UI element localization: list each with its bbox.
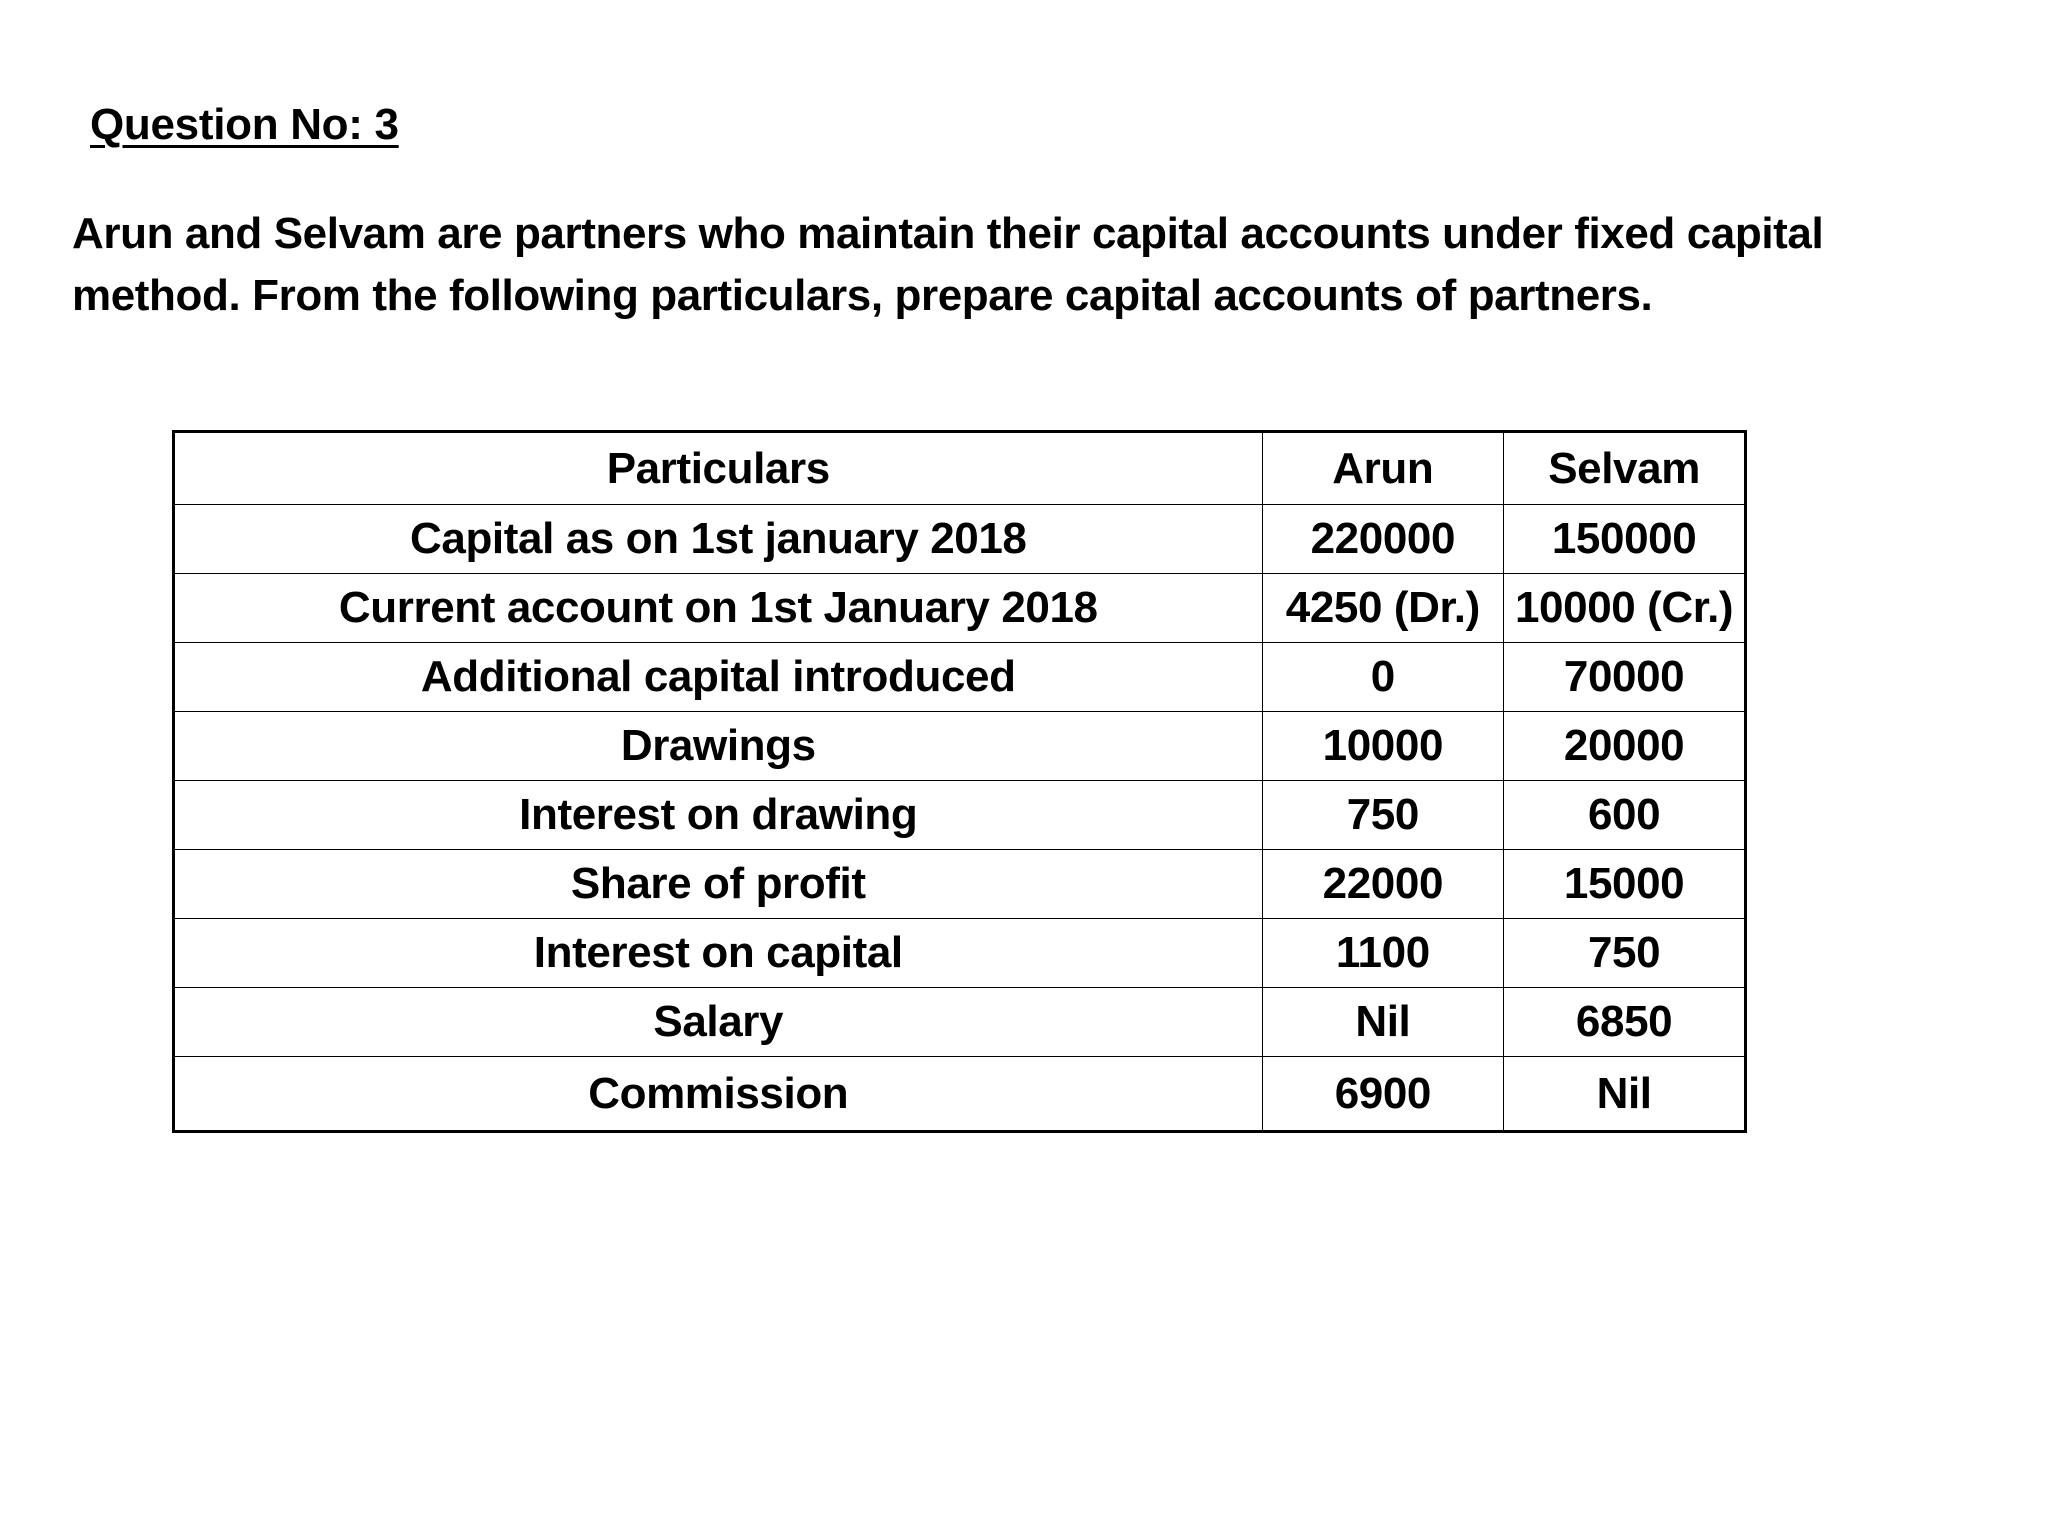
particular-cell: Current account on 1st January 2018 [174, 574, 1263, 643]
table-row [174, 988, 1746, 1057]
table-row [174, 781, 1746, 850]
arun-cell: 10000 [1262, 712, 1504, 781]
question-text [72, 203, 1972, 327]
selvam-cell: 70000 [1504, 643, 1746, 712]
header-selvam: Selvam [1504, 432, 1746, 505]
header-particulars: Particulars [174, 432, 1263, 505]
particular-cell: Drawings [174, 712, 1263, 781]
arun-cell: Nil [1262, 988, 1504, 1057]
header-arun: Arun [1262, 432, 1504, 505]
selvam-cell: 20000 [1504, 712, 1746, 781]
selvam-cell: 6850 [1504, 988, 1746, 1057]
particular-cell: Commission [174, 1057, 1263, 1132]
particulars-table [172, 430, 1747, 1133]
selvam-cell: 150000 [1504, 505, 1746, 574]
table-header-row [174, 432, 1746, 505]
table-row [174, 643, 1746, 712]
arun-cell: 220000 [1262, 505, 1504, 574]
particular-cell: Salary [174, 988, 1263, 1057]
selvam-cell: Nil [1504, 1057, 1746, 1132]
arun-cell: 750 [1262, 781, 1504, 850]
particular-cell: Additional capital introduced [174, 643, 1263, 712]
table-row [174, 574, 1746, 643]
particular-cell: Capital as on 1st january 2018 [174, 505, 1263, 574]
arun-cell: 6900 [1262, 1057, 1504, 1132]
particular-cell: Interest on drawing [174, 781, 1263, 850]
table-row [174, 919, 1746, 988]
selvam-cell: 750 [1504, 919, 1746, 988]
selvam-cell: 10000 (Cr.) [1504, 574, 1746, 643]
question-text-line-1: Arun and Selvam are partners who maintain their capital accounts under fixed capital [72, 209, 1824, 258]
table-row [174, 505, 1746, 574]
arun-cell: 1100 [1262, 919, 1504, 988]
table-row [174, 1057, 1746, 1132]
question-text-line-2: method. From the following particulars, prepare capital accounts of partners. [72, 271, 1653, 320]
particular-cell: Share of profit [174, 850, 1263, 919]
arun-cell: 0 [1262, 643, 1504, 712]
selvam-cell: 600 [1504, 781, 1746, 850]
selvam-cell: 15000 [1504, 850, 1746, 919]
arun-cell: 22000 [1262, 850, 1504, 919]
arun-cell: 4250 (Dr.) [1262, 574, 1504, 643]
table-row [174, 712, 1746, 781]
particular-cell: Interest on capital [174, 919, 1263, 988]
table-row [174, 850, 1746, 919]
question-heading: Question No: 3 [90, 100, 399, 149]
